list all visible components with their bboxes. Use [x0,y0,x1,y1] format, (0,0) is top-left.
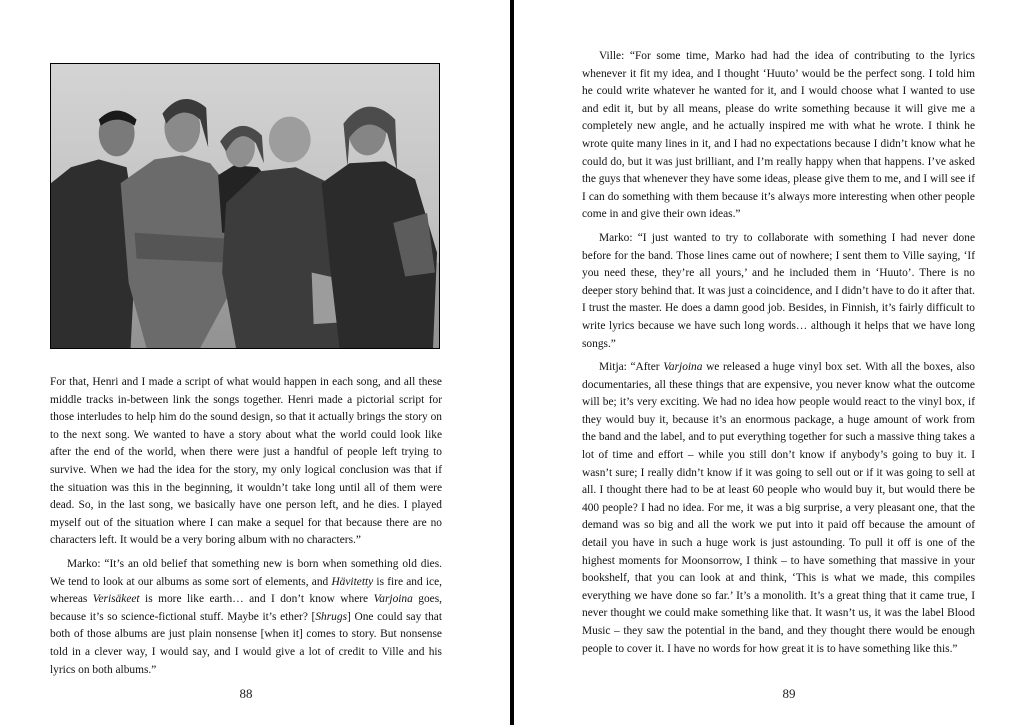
text-run: is fire and ice, whereas [50,575,442,606]
text-run: Ville: “For some time, Marko had had the idea of contributing to the lyrics whenever it fit my idea, and I thought ‘Huuto’ would be the perfect song. I told him he could write whatever he wanted for it, and I would choose what I wanted to use and edit it, but by all means, please do write something because it will give me a completely new angle, and he actually inspired me with what he wrote. I think he wrote quite many lines in it, and I had no expectations because I didn’t know what he could do, but it was just brilliant, and I’m really happy when that happens. I’ve asked the guys that whenever they have some ideas, please give them to me, and I will see if I can do something with them because it’s always more interesting when other people come in and give their own ideas.” [582,50,975,221]
text-run: For that, Henri and I made a script of what would happen in each song, and all these middle tracks in-between link the songs together. Henri made a pictorial script for those interludes to help him do the sound design, so that it actually brings the story on to the next song. We wanted to have a story about what the world could look like after the end of the world, when there were just a handful of people left trying to survive. When we had the idea for the story, my only logical conclusion was that if the situation was this in the beginning, it wouldn’t take long until all of them were dead. So, in the last song, we basically have one person left, and he dies. I played myself out of the situation where I can make a sequel for that because there are no characters left. It would be a very boring album with no characters.” [50,376,442,547]
page-number-left: 88 [239,686,253,701]
left-paragraph-1 [50,374,442,550]
page-left [0,0,510,725]
italic-title: Shrugs [315,610,348,623]
italic-title: Hävitetty [331,575,374,588]
text-run: is more like earth… and I don’t know where [139,593,374,606]
right-paragraph-3 [582,359,975,658]
right-paragraph-1 [582,48,975,224]
band-photo [50,63,440,349]
text-run: Marko: “It’s an old belief that something new is born when something old dies. We tend to look at our albums as some sort of elements, and [50,557,442,588]
band-photo-image [51,64,439,348]
text-run: we released a huge vinyl box set. With all the boxes, also documentaries, all these things that are expensive, you never know what the outcome will be; it’s very exciting. We had no idea how people would react to the vinyl box, if they would buy it, because it’s an enormous package, a huge amount of work from the band and the label, and to put everything together for such a massive thing takes a lot of time and effort – while you still don’t know if anybody’s going to buy it. I wasn’t sure; I really didn’t know if it was going to sell out or if it was going to sell at all. I thought there had to be at least 60 people who would buy it, but would there be 400 people? I had no idea. For me, it was a big surprise, a very pleasant one, that the demand was so big and all the work we put into it paid off because the amount of detail you have in such a huge work is just astounding. To pull it off is one of the highest moments for Moonsorrow, I think – to have something that massive in your bookshelf, that you can look at and think, ‘This is what we made, this compiles everything we have done so far.’ It’s a monolith. It’s a great thing that it came true, I never thought we could make something like that. It wasn’t us, it was the label Blood Music – they saw the potential in the band, and they thought there would be enough people to cover it. I have no words for how great it is to have something like this.” [582,361,975,655]
text-run: Marko: “I just wanted to try to collaborate with something I had never done before for the band. Those lines came out of nowhere; I sent them to Ville saying, ‘If you need these, they’re all yours,’ and he included them in ‘Huuto’. There is no deeper story behind that. It was just a coincidence, and I didn’t have to do it after that. I trust the master. He does a damn good job. Besides, in Finnish, it’s fairly difficult to write lyrics because we have such long words… although it helps that we have long songs.” [582,231,975,350]
italic-title: Verisäkeet [92,593,140,606]
text-run: Mitja: “After [599,361,664,374]
page-right [514,0,1024,725]
italic-title: Varjoina [663,361,703,374]
italic-title: Varjoina [373,593,413,606]
right-page-body [582,48,975,664]
right-paragraph-2 [582,230,975,353]
text-run: goes, because it’s so science-fictional stuff. Maybe it’s ether? [ [50,593,443,623]
text-run: ] One could say that both of those albums are just plain nonsense [when it] comes to story. But nonsense told in a clever way, I would say, and I would give a lot of credit to Ville and his lyrics on both albums.” [50,610,443,676]
left-paragraph-2 [50,556,442,679]
left-page-body [50,374,442,685]
page-number-right: 89 [782,686,796,701]
